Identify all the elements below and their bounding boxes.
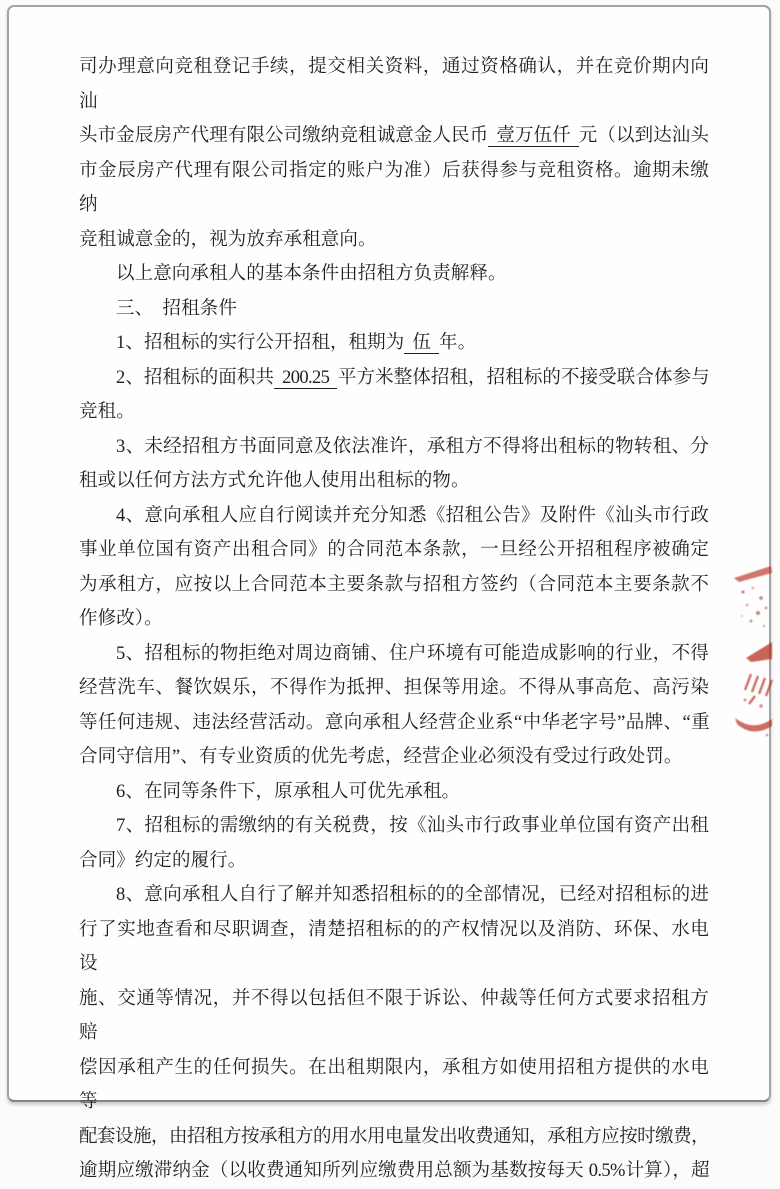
text-line [79, 154, 709, 223]
text-segment: 逾期应缴滞纳金（以收费通知所列应缴费用总额为基数按每天 0.5%计算），超 [79, 1161, 709, 1181]
text-line [79, 533, 709, 568]
paragraph [79, 809, 709, 878]
text-line [79, 844, 709, 879]
text-segment: 平方米整体招租，招租标的不接受联合体参与 [337, 367, 710, 388]
text-line [79, 706, 709, 741]
document-content [79, 50, 709, 1189]
text-line [79, 464, 709, 499]
text-line [79, 775, 709, 810]
text-line [79, 913, 709, 982]
text-segment: 等任何违规、违法经营活动。意向承租人经营企业系“中华老字号”品牌、“重 [79, 712, 709, 733]
text-line [79, 878, 709, 913]
paragraph [79, 430, 709, 499]
text-segment: 配套设施，由招租方按承租方的用水用电量发出收费通知，承租方应按时缴费， [79, 1126, 709, 1147]
text-segment: 三、 招租条件 [116, 298, 237, 319]
text-line [79, 292, 709, 327]
document-page [7, 5, 771, 1181]
text-segment: 4、意向承租人应自行阅读并充分知悉《招租公告》及附件《汕头市行政 [116, 505, 709, 526]
paragraph [79, 878, 709, 1189]
text-segment: 经营洗车、餐饮娱乐，不得作为抵押、担保等用途。不得从事高危、高污染 [79, 678, 709, 698]
text-line [79, 1154, 709, 1189]
text-line [79, 602, 709, 637]
underlined-blank-value: 壹万伍仟 [488, 126, 578, 147]
text-segment: 竞租。 [79, 402, 135, 422]
text-segment: 为承租方，应按以上合同范本主要条款与招租方签约（合同范本主要条款不 [79, 574, 709, 595]
text-segment: 作修改）。 [79, 609, 163, 629]
text-segment: 施、交通等情况，并不得以包括但不限于诉讼、仲裁等任何方式要求招租方赔 [79, 988, 709, 1043]
text-line [79, 361, 709, 396]
paragraph [79, 326, 709, 361]
red-seal-stamp-fragment [731, 558, 773, 743]
text-segment: 以上意向承租人的基本条件由招租方负责解释。 [116, 264, 507, 284]
text-line [79, 671, 709, 706]
text-line [79, 982, 709, 1051]
text-segment: 合同守信用”、有专业资质的优先考虑，经营企业必须没有受过行政处罚。 [79, 747, 683, 767]
text-segment: 竞租诚意金的，视为放弃承租意向。 [79, 229, 377, 250]
text-segment: 6、在同等条件下，原承租人可优先承租。 [116, 781, 461, 802]
text-segment: 元（以到达汕头 [578, 126, 710, 146]
text-segment: 合同》约定的履行。 [79, 850, 247, 871]
text-line [79, 257, 709, 292]
text-segment: 2、招租标的面积共 [116, 367, 275, 388]
text-line [79, 568, 709, 603]
text-line [79, 50, 709, 119]
text-line [79, 637, 709, 672]
paragraph [79, 361, 709, 430]
text-line [79, 395, 709, 430]
text-line [79, 430, 709, 465]
text-line [79, 1120, 709, 1155]
text-segment: 市金辰房产代理有限公司指定的账户为准）后获得参与竞租资格。逾期未缴纳 [79, 160, 709, 215]
text-segment: 年。 [438, 333, 477, 353]
text-segment: 5、招租标的物拒绝对周边商铺、住户环境有可能造成影响的行业，不得 [116, 643, 709, 664]
text-segment: 7、招租标的需缴纳的有关税费，按《汕头市行政事业单位国有资产出租 [116, 816, 709, 836]
paragraph [79, 637, 709, 775]
text-segment: 头市金辰房产代理有限公司缴纳竞租诚意金人民币 [79, 126, 489, 146]
text-segment: 偿因承租产生的任何损失。在出租期限内，承租方如使用招租方提供的水电等 [79, 1057, 709, 1112]
text-line [79, 499, 709, 534]
paragraph [79, 257, 709, 292]
text-line [79, 740, 709, 775]
text-line [79, 223, 709, 258]
underlined-blank-value: 200.25 [274, 368, 337, 389]
text-line [79, 1051, 709, 1120]
underlined-blank-value: 伍 [404, 333, 439, 354]
text-segment: 3、未经招租方书面同意及依法准许，承租方不得将出租标的物转租、分 [116, 436, 709, 457]
text-segment: 司办理意向竞租登记手续，提交相关资料，通过资格确认，并在竞价期内向汕 [79, 57, 709, 112]
text-segment: 1、招租标的实行公开招租，租期为 [116, 333, 405, 353]
paragraph [79, 292, 709, 327]
text-segment: 事业单位国有资产出租合同》的合同范本条款，一旦经公开招租程序被确定 [79, 540, 709, 560]
text-segment: 行了实地查看和尽职调查，清楚招租标的的产权情况以及消防、环保、水电设 [79, 919, 709, 974]
paragraph [79, 775, 709, 810]
text-line [79, 119, 709, 154]
text-line [79, 326, 709, 361]
text-segment: 8、意向承租人自行了解并知悉招租标的的全部情况，已经对招租标的进 [116, 885, 709, 905]
paragraph [79, 50, 709, 257]
paragraph [79, 499, 709, 637]
text-line [79, 809, 709, 844]
text-segment: 租或以任何方法方式允许他人使用出租标的物。 [79, 471, 470, 491]
